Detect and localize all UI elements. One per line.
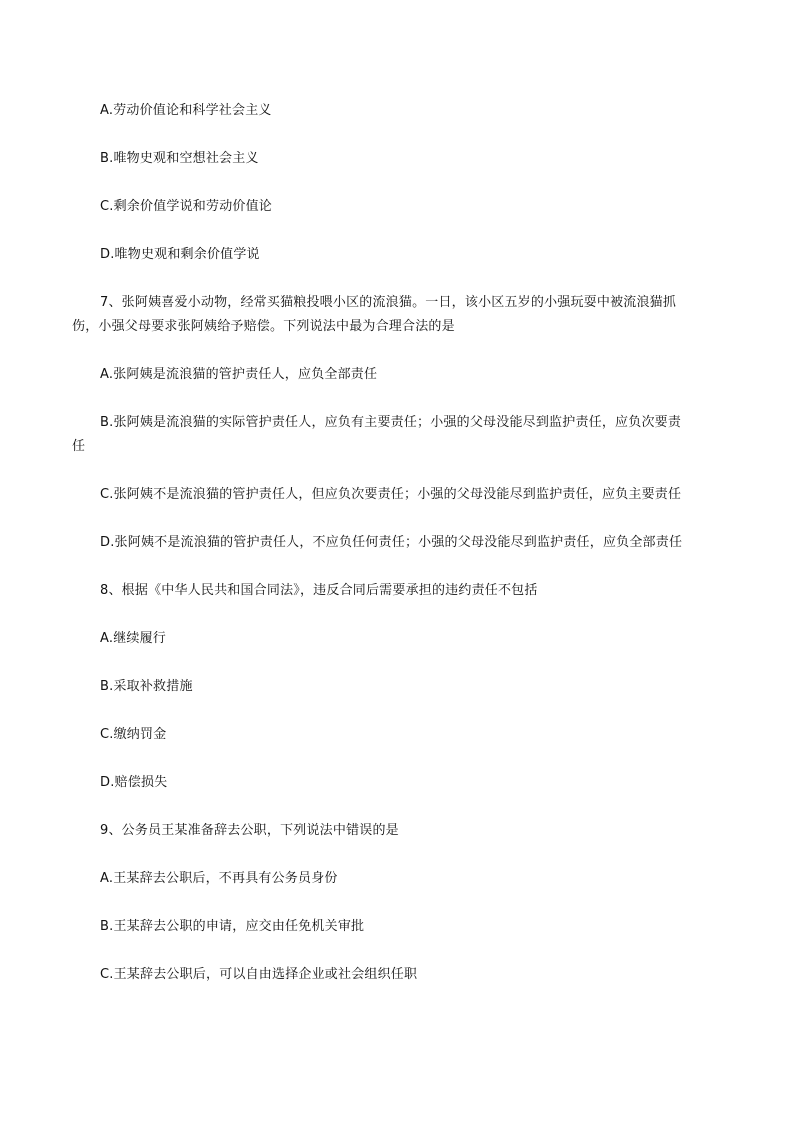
q6-option-a: A.劳动价值论和科学社会主义 — [100, 103, 272, 118]
q7-option-b-line2: 任 — [72, 439, 86, 454]
q7-stem-line1: 7、张阿姨喜爱小动物，经常买猫粮投喂小区的流浪猫。一日，该小区五岁的小强玩耍中被流浪猫抓 — [100, 295, 677, 310]
q8-option-b: B.采取补救措施 — [100, 679, 193, 694]
q6-option-d: D.唯物史观和剩余价值学说 — [100, 247, 260, 262]
q9-option-c: C.王某辞去公职后，可以自由选择企业或社会组织任职 — [100, 967, 418, 982]
q8-option-d: D.赔偿损失 — [100, 775, 168, 790]
q8-option-a: A.继续履行 — [100, 631, 166, 646]
q6-option-b: B.唯物史观和空想社会主义 — [100, 151, 259, 166]
q8-stem: 8、根据《中华人民共和国合同法》，违反合同后需要承担的违约责任不包括 — [100, 583, 538, 598]
q8-option-c: C.缴纳罚金 — [100, 727, 167, 742]
q7-option-a: A.张阿姨是流浪猫的管护责任人，应负全部责任 — [100, 367, 378, 382]
q9-option-a: A.王某辞去公职后，不再具有公务员身份 — [100, 871, 338, 886]
q9-stem: 9、公务员王某准备辞去公职，下列说法中错误的是 — [100, 823, 399, 838]
q7-option-d: D.张阿姨不是流浪猫的管护责任人，不应负任何责任；小强的父母没能尽到监护责任，应负全部责任 — [100, 535, 683, 550]
q7-stem-line2: 伤，小强父母要求张阿姨给予赔偿。下列说法中最为合理合法的是 — [72, 319, 455, 334]
q7-option-b-line1: B.张阿姨是流浪猫的实际管护责任人，应负有主要责任；小强的父母没能尽到监护责任，应负次要责 — [100, 415, 682, 430]
q6-option-c: C.剩余价值学说和劳动价值论 — [100, 199, 273, 214]
q9-option-b: B.王某辞去公职的申请，应交由任免机关审批 — [100, 919, 365, 934]
q7-option-c: C.张阿姨不是流浪猫的管护责任人，但应负次要责任；小强的父母没能尽到监护责任，应负主要责任 — [100, 487, 682, 502]
